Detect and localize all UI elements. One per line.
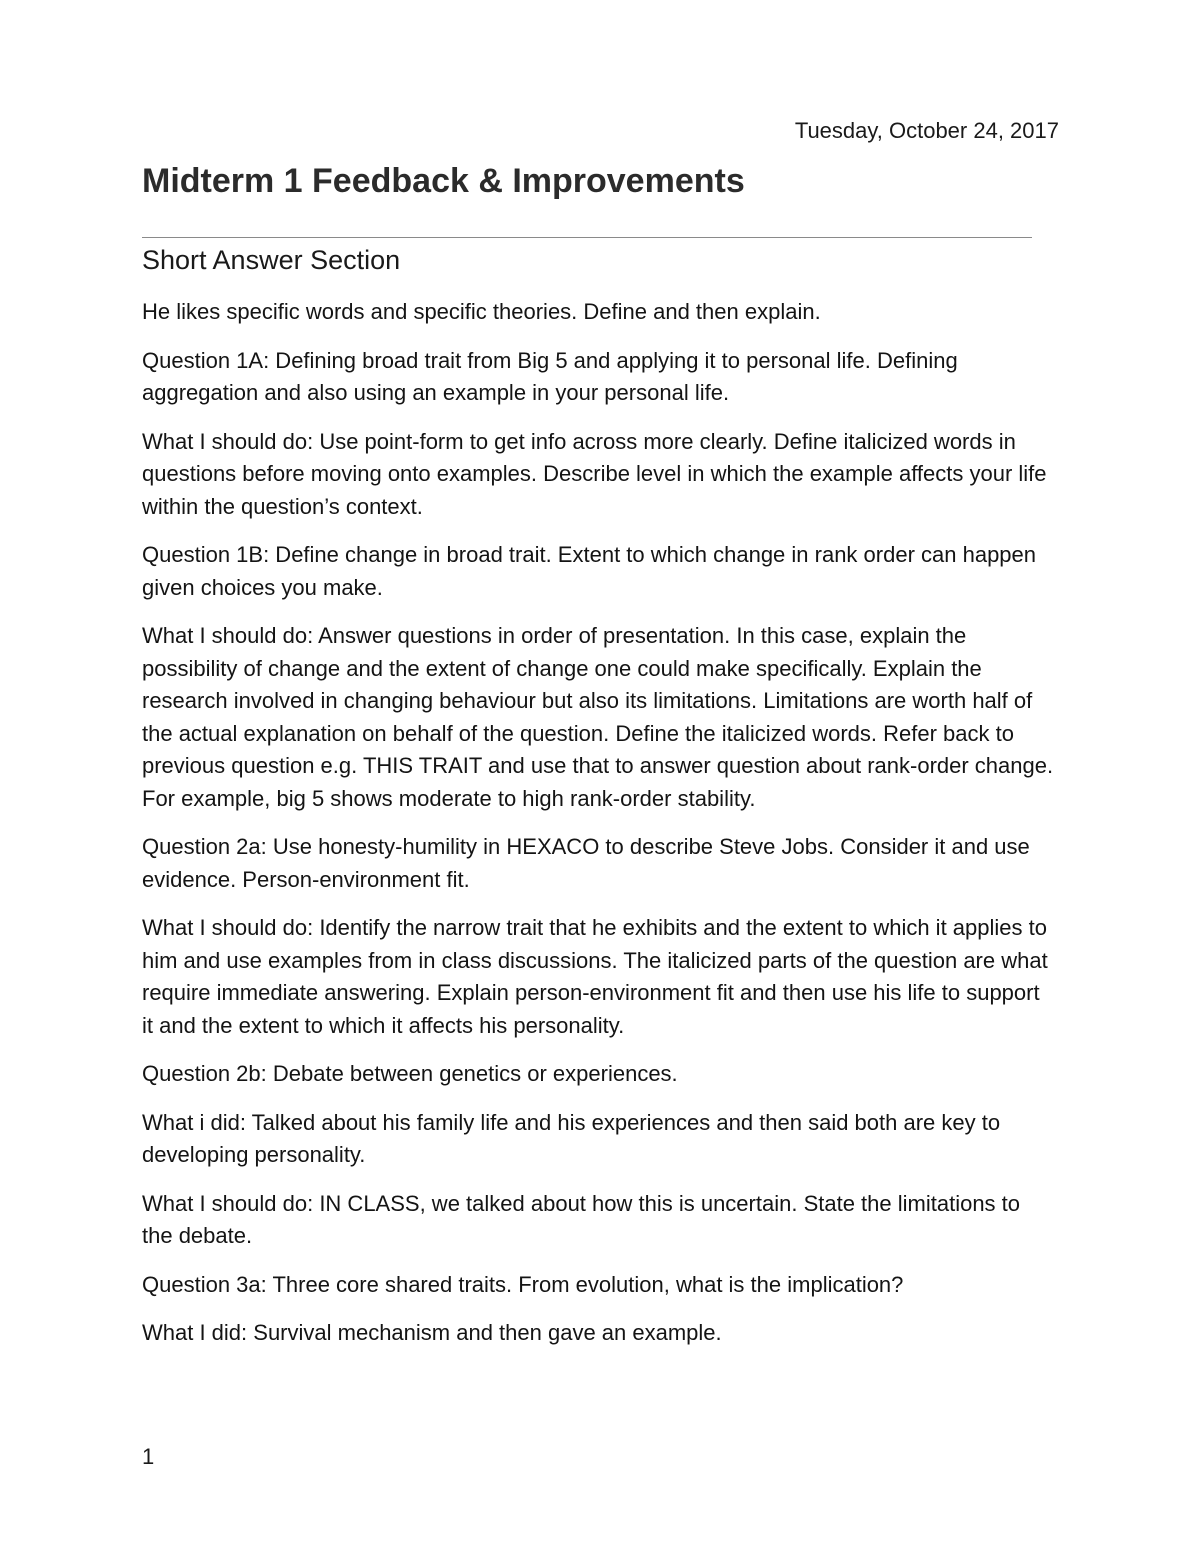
paragraph-question-3a: Question 3a: Three core shared traits. From evolution, what is the implication? bbox=[142, 1271, 904, 1297]
paragraph-did-3a: What I did: Survival mechanism and then gave an example. bbox=[142, 1320, 722, 1345]
document-title: Midterm 1 Feedback & Improvements bbox=[142, 162, 745, 200]
paragraph-question-2b: Question 2b: Debate between genetics or experiences. bbox=[142, 1061, 678, 1086]
paragraph-intro: He likes specific words and specific theories. Define and then explain. bbox=[142, 299, 821, 324]
paragraph-should-do-2a: What I should do: Identify the narrow trait that he exhibits and the extent to which it applies to him and use examples from in class discussions. The italicized parts of the question are what require immediate answering. Explain person-environment fit and then use his life to support it and the extent to which it affects his personality. bbox=[142, 915, 1048, 1038]
document-date: Tuesday, October 24, 2017 bbox=[794, 118, 1059, 143]
section-heading: Short Answer Section bbox=[142, 245, 401, 275]
title-divider bbox=[142, 237, 1032, 238]
document-body bbox=[142, 296, 1054, 1366]
paragraph-should-do-1b: What I should do: Answer questions in order of presentation. In this case, explain the possibility of change and the extent of change one could make specifically. Explain the research involved in changing behaviour but also its limitations. Limitations are worth half of the actual explanation on behalf of the question. Define the italicized words. Refer back to previous question e.g. THIS TRAIT and use that to answer question about rank-order change. For example, big 5 shows moderate to high rank-order stability. bbox=[142, 623, 1054, 811]
paragraph-question-1a: Question 1A: Defining broad trait from Big 5 and applying it to personal life. Defining aggregation and also using an example in your personal life. bbox=[142, 347, 958, 405]
page-number: 1 bbox=[142, 1444, 155, 1469]
paragraph-question-2a: Question 2a: Use honesty-humility in HEXACO to describe Steve Jobs. Consider it and use evidence. Person-environment fit. bbox=[142, 834, 1030, 892]
paragraph-should-do-1a: What I should do: Use point-form to get info across more clearly. Define italicized words in questions before moving onto examples. Describe level in which the example affects your life within the question’s context. bbox=[142, 428, 1047, 519]
paragraph-did-2b: What i did: Talked about his family life and his experiences and then said both are key to developing personality. bbox=[142, 1109, 1001, 1167]
paragraph-should-do-2b: What I should do: IN CLASS, we talked about how this is uncertain. State the limitations to the debate. bbox=[142, 1190, 1021, 1248]
paragraph-question-1b: Question 1B: Define change in broad trait. Extent to which change in rank order can happen given choices you make. bbox=[142, 542, 1037, 600]
